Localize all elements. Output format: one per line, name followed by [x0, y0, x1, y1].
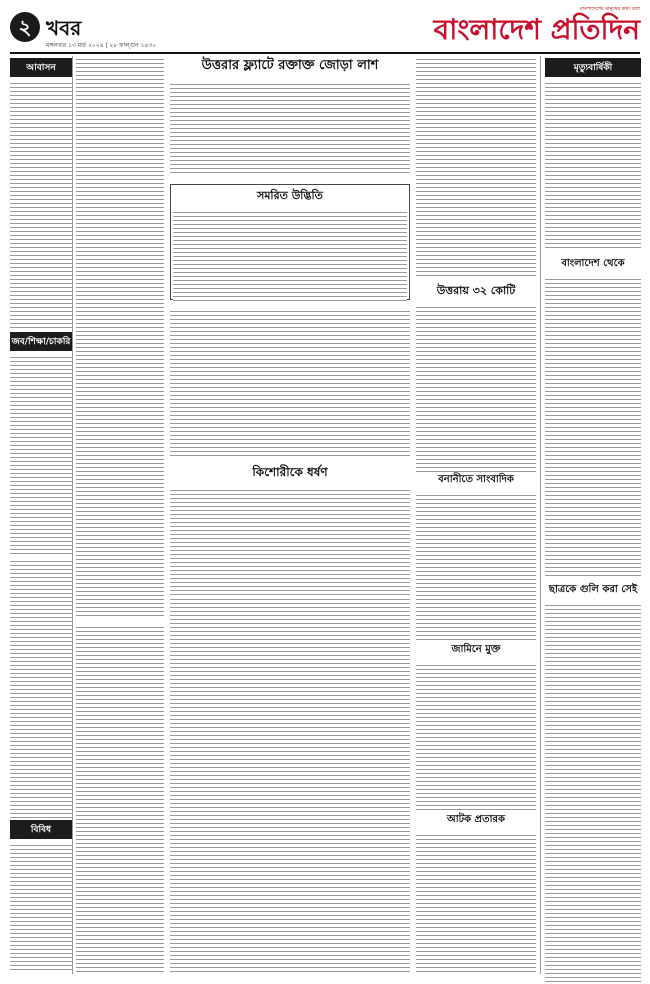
story-3-text — [416, 304, 536, 474]
right-sidebar — [540, 56, 641, 974]
news-column-text — [170, 308, 410, 458]
section-title: খবর — [46, 16, 82, 40]
sidebar-headline-2: ছাত্রকে গুলি করা সেই — [548, 584, 638, 595]
story-3-headline: উত্তরায় ৩২ কোটি — [436, 284, 516, 297]
masthead-tagline: বাংলাদেশের মানুষের কথা বলে — [579, 6, 640, 12]
classifieds-column — [10, 56, 73, 974]
story-6-headline: আটক প্রতারক — [447, 814, 505, 825]
obituary-heading: মৃত্যুবার্ষিকী — [545, 58, 641, 77]
story-5-text — [416, 662, 536, 812]
classified-text-block — [10, 558, 72, 818]
news-column-text — [170, 596, 410, 974]
story-6-text — [416, 832, 536, 972]
news-column-text — [76, 624, 164, 974]
boxed-story-text — [173, 209, 407, 303]
classified-text-block — [10, 80, 72, 330]
classified-text-block — [10, 842, 72, 972]
story-6 — [416, 812, 536, 972]
boxed-story-title: সমরিত উদ্ভিতি — [257, 189, 323, 202]
main-news-area — [76, 56, 536, 974]
classified-heading-housing: আবাসন — [10, 58, 72, 77]
story-3 — [416, 282, 536, 474]
story-5-headline: জামিনে মুক্ত — [451, 644, 501, 655]
sidebar-text-block — [545, 80, 641, 250]
story-4 — [416, 472, 536, 642]
classified-heading-misc: বিবিধ — [10, 820, 72, 839]
classified-text-block — [10, 354, 72, 554]
story-4-headline: বনানীতে সাংবাদিক — [438, 474, 514, 485]
story-2-headline: কিশোরীকে ধর্ষণ — [252, 465, 328, 479]
date-line: মঙ্গলবার ১৩ মার্চ ২০২৪ | ২৮ ফাল্গুন ১৪৩০ — [46, 42, 157, 49]
news-column-text — [416, 56, 536, 276]
lead-story — [170, 56, 410, 173]
sidebar-text-block — [545, 276, 641, 576]
sidebar-headline-1: বাংলাদেশ থেকে — [561, 258, 625, 269]
page-number-badge: ২ — [10, 12, 40, 42]
sidebar-text-block — [545, 602, 641, 982]
story-2-text — [170, 487, 410, 597]
masthead — [434, 6, 640, 45]
story-2 — [170, 464, 410, 597]
lead-story-text — [170, 81, 410, 173]
news-column-text — [76, 56, 164, 616]
masthead-logo: বাংলাদেশ প্রতিদিন — [433, 13, 640, 46]
header-rule — [10, 52, 640, 54]
story-4-text — [416, 492, 536, 642]
story-5 — [416, 642, 536, 812]
classified-heading-jobs: জব/শিক্ষা/চাকরি — [10, 332, 72, 351]
lead-headline: উত্তরার ফ্ল্যাটে রক্তাক্ত জোড়া লাশ — [201, 58, 379, 73]
page-header — [10, 6, 640, 50]
boxed-story — [170, 184, 410, 300]
